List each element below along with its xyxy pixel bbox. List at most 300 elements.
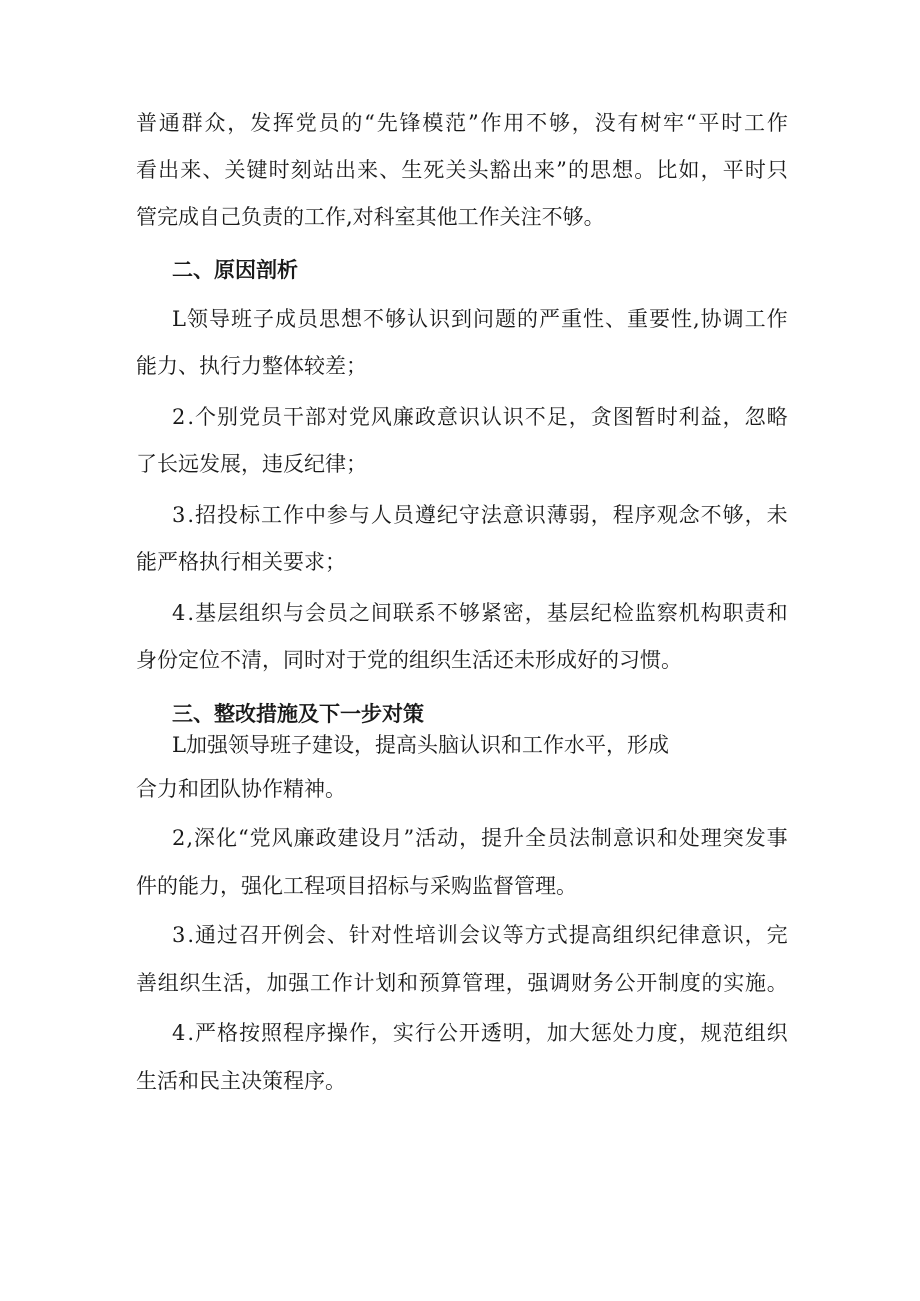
text-glyph: 纪: [436, 503, 458, 527]
text-glyph: “: [364, 111, 375, 135]
text-glyph: 格: [217, 1021, 238, 1045]
text-glyph: 3: [172, 503, 186, 527]
text-glyph: 。: [634, 158, 656, 182]
text-glyph: 廉: [293, 826, 315, 850]
text-glyph: 挥: [272, 111, 294, 135]
text-glyph: 、: [604, 307, 626, 331]
text-glyph: 察: [656, 601, 678, 625]
text-glyph: 先: [376, 111, 398, 135]
text-glyph: 月: [381, 826, 403, 850]
text-glyph: 方: [524, 923, 546, 947]
text-glyph: 没: [594, 111, 616, 135]
text-glyph: 键: [246, 158, 268, 182]
text-glyph: 程: [282, 1021, 304, 1045]
text-glyph: 针: [348, 923, 370, 947]
text-glyph: 要: [648, 307, 670, 331]
text-glyph: 投: [217, 503, 238, 527]
text-glyph: 想: [340, 307, 362, 331]
text-glyph: 议: [480, 923, 502, 947]
text-glyph: 干: [282, 405, 304, 429]
text-glyph: 到: [450, 307, 472, 331]
text-glyph: 成: [274, 307, 296, 331]
text-glyph: 制: [590, 826, 612, 850]
text-glyph: 度: [679, 971, 701, 995]
text-glyph: ，: [505, 971, 527, 995]
text-glyph: 风: [370, 405, 392, 429]
text-glyph: 念: [678, 503, 700, 527]
text-glyph: 关: [445, 158, 467, 182]
text-glyph: 认: [406, 307, 428, 331]
text-glyph: 够: [384, 307, 406, 331]
text-glyph: ，: [744, 923, 766, 947]
text-glyph: 序: [304, 1021, 326, 1045]
text-glyph: 法: [568, 826, 590, 850]
text-glyph: 处: [678, 826, 700, 850]
text-glyph: 理: [700, 826, 722, 850]
text-glyph: 通: [195, 923, 217, 947]
text-glyph: 加: [546, 1021, 568, 1045]
text-glyph: 之: [348, 601, 370, 625]
list-item-line: 了长远发展，违反纪律；: [136, 452, 367, 476]
text-glyph: 、: [326, 923, 348, 947]
text-glyph: 来: [357, 158, 379, 182]
text-glyph: .: [187, 923, 195, 947]
text-glyph: 织: [766, 1021, 788, 1045]
text-glyph: 法: [480, 503, 502, 527]
text-glyph: 财: [571, 971, 592, 995]
text-glyph: 不: [436, 601, 458, 625]
text-glyph: ,: [186, 826, 194, 850]
text-glyph: 2: [172, 826, 186, 850]
text-glyph: 图: [612, 405, 634, 429]
text-glyph: 发: [744, 826, 766, 850]
text-glyph: 暂: [634, 405, 656, 429]
text-glyph: 识: [722, 923, 744, 947]
text-glyph: 。: [766, 971, 788, 995]
text-glyph: 系: [414, 601, 436, 625]
text-glyph: 活: [223, 971, 244, 995]
text-glyph: 范: [445, 111, 467, 135]
text-glyph: 益: [700, 405, 722, 429]
text-glyph: 理: [484, 971, 505, 995]
text-glyph: 惩: [590, 1021, 612, 1045]
text-glyph: 的: [516, 307, 538, 331]
text-glyph: ，: [524, 1021, 546, 1045]
text-glyph: 联: [392, 601, 414, 625]
text-glyph: 实: [392, 1021, 414, 1045]
text-glyph: 员: [546, 826, 568, 850]
text-glyph: 党: [249, 826, 271, 850]
text-glyph: 来: [533, 158, 555, 182]
text-glyph: 严: [538, 307, 560, 331]
text-glyph: 人: [370, 503, 392, 527]
text-glyph: 间: [370, 601, 392, 625]
text-glyph: L: [172, 307, 186, 331]
text-glyph: 建: [337, 826, 359, 850]
text-glyph: 职: [722, 601, 744, 625]
text-glyph: 头: [467, 158, 489, 182]
text-glyph: 责: [744, 601, 766, 625]
text-glyph: 设: [359, 826, 381, 850]
text-glyph: 标: [238, 503, 260, 527]
text-glyph: ”: [556, 158, 567, 182]
text-glyph: 组: [744, 1021, 766, 1045]
text-glyph: 开: [260, 923, 282, 947]
text-glyph: 组: [157, 971, 179, 995]
text-glyph: 够: [458, 601, 480, 625]
text-glyph: “: [237, 826, 249, 850]
list-item-line: [172, 920, 788, 950]
text-glyph: 党: [295, 111, 317, 135]
text-glyph: 务: [592, 971, 614, 995]
text-glyph: 构: [700, 601, 722, 625]
text-glyph: ，: [678, 1021, 700, 1045]
text-glyph: 计: [353, 971, 375, 995]
text-glyph: 守: [458, 503, 480, 527]
text-glyph: 训: [436, 923, 458, 947]
text-glyph: 员: [326, 601, 348, 625]
text-glyph: 和: [397, 971, 418, 995]
text-glyph: 模: [422, 111, 444, 135]
text-glyph: 照: [260, 1021, 282, 1045]
list-item-line: [172, 598, 788, 628]
text-glyph: 识: [458, 405, 480, 429]
list-item-line: [136, 968, 788, 998]
text-glyph: 问: [472, 307, 494, 331]
text-glyph: 足: [546, 405, 568, 429]
text-glyph: 对: [370, 923, 392, 947]
text-glyph: 政: [414, 405, 436, 429]
text-glyph: 认: [480, 405, 502, 429]
text-glyph: 会: [304, 923, 326, 947]
text-glyph: 政: [315, 826, 337, 850]
paragraph-line: [136, 155, 788, 185]
text-glyph: 工: [310, 971, 331, 995]
text-glyph: 不: [526, 111, 548, 135]
text-glyph: 基: [195, 601, 217, 625]
text-glyph: 规: [700, 1021, 722, 1045]
text-glyph: ，: [370, 1021, 392, 1045]
text-glyph: 招: [195, 503, 217, 527]
text-glyph: 机: [678, 601, 700, 625]
text-glyph: 领: [186, 307, 208, 331]
text-glyph: 子: [252, 307, 274, 331]
text-glyph: 透: [480, 1021, 502, 1045]
text-glyph: 层: [217, 601, 238, 625]
text-glyph: 群: [181, 111, 203, 135]
text-glyph: ,: [692, 307, 700, 331]
text-glyph: 突: [722, 826, 744, 850]
text-glyph: 党: [348, 405, 370, 429]
list-item-line: 件的能力，强化工程项目招标与采购监督管理。: [136, 874, 577, 898]
text-glyph: 观: [656, 503, 678, 527]
text-glyph: 出: [158, 158, 180, 182]
text-glyph: 出: [334, 158, 356, 182]
text-glyph: 深: [194, 826, 215, 850]
text-glyph: 调: [549, 971, 571, 995]
text-glyph: 施: [745, 971, 766, 995]
text-glyph: 死: [423, 158, 445, 182]
text-glyph: ，: [571, 111, 593, 135]
text-glyph: 例: [282, 923, 304, 947]
text-glyph: 织: [260, 601, 282, 625]
text-glyph: 班: [230, 307, 252, 331]
text-glyph: 利: [678, 405, 700, 429]
text-glyph: 公: [614, 971, 636, 995]
text-glyph: 作: [331, 971, 353, 995]
text-glyph: 思: [590, 158, 612, 182]
text-glyph: “: [685, 111, 697, 135]
list-item-line: 能严格执行相关要求；: [136, 550, 346, 574]
text-glyph: 风: [271, 826, 293, 850]
text-glyph: 紧: [480, 601, 502, 625]
text-glyph: 工: [744, 307, 766, 331]
text-glyph: ，: [700, 158, 722, 182]
text-glyph: 识: [502, 405, 524, 429]
list-item-line: [172, 304, 788, 334]
text-glyph: 时: [268, 158, 290, 182]
text-glyph: 重: [626, 307, 648, 331]
text-glyph: 廉: [392, 405, 414, 429]
text-glyph: 召: [238, 923, 260, 947]
text-glyph: 算: [440, 971, 462, 995]
text-glyph: ，: [722, 405, 744, 429]
text-glyph: 用: [503, 111, 525, 135]
text-glyph: ，: [524, 601, 546, 625]
text-glyph: 划: [375, 971, 397, 995]
text-glyph: 时: [744, 158, 766, 182]
text-glyph: 弱: [568, 503, 590, 527]
text-glyph: 工: [744, 111, 765, 135]
paragraph-line: 管完成自己负责的工作,对科室其他工作关注不够。: [136, 205, 605, 229]
text-glyph: 的: [701, 971, 723, 995]
text-glyph: 通: [158, 111, 180, 135]
text-glyph: ，: [590, 503, 612, 527]
text-glyph: ”: [467, 111, 479, 135]
text-glyph: 提: [481, 826, 503, 850]
text-glyph: 、: [379, 158, 401, 182]
text-glyph: 锋: [399, 111, 421, 135]
text-glyph: 力: [634, 1021, 656, 1045]
text-glyph: 生: [201, 971, 223, 995]
list-item-line: 合力和团队协作精神。: [136, 777, 346, 801]
text-glyph: 管: [462, 971, 484, 995]
text-glyph: 不: [700, 503, 722, 527]
text-glyph: 按: [238, 1021, 260, 1045]
text-glyph: 4: [172, 1021, 186, 1045]
text-glyph: 个: [195, 405, 217, 429]
text-glyph: 3: [172, 923, 186, 947]
text-glyph: 善: [136, 971, 157, 995]
text-glyph: 会: [458, 923, 480, 947]
section-heading: 二、原因剖析: [172, 257, 298, 282]
text-glyph: 制: [658, 971, 679, 995]
text-glyph: 识: [634, 826, 656, 850]
text-glyph: 作: [480, 111, 502, 135]
list-item-line: [172, 500, 788, 530]
text-glyph: 导: [208, 307, 230, 331]
text-glyph: 公: [436, 1021, 458, 1045]
text-glyph: 组: [612, 923, 634, 947]
text-glyph: 性: [670, 307, 692, 331]
text-glyph: 高: [590, 923, 612, 947]
text-glyph: 够: [722, 503, 744, 527]
text-glyph: 时: [656, 405, 678, 429]
text-glyph: 员: [392, 503, 414, 527]
text-glyph: 只: [766, 158, 788, 182]
text-glyph: 员: [318, 111, 340, 135]
text-glyph: 党: [238, 405, 260, 429]
text-glyph: 协: [700, 307, 722, 331]
text-glyph: 众: [204, 111, 226, 135]
text-glyph: 明: [502, 1021, 524, 1045]
text-glyph: 参: [326, 503, 348, 527]
list-item-line: 身份定位不清，同时对于党的组织生活还未形成好的习惯。: [136, 648, 682, 672]
text-glyph: 作: [348, 1021, 370, 1045]
text-glyph: 够: [548, 111, 570, 135]
text-glyph: 树: [640, 111, 662, 135]
text-glyph: 与: [348, 503, 370, 527]
text-glyph: 检: [612, 601, 634, 625]
text-glyph: 过: [217, 923, 238, 947]
text-glyph: 监: [634, 601, 656, 625]
list-item-line: [172, 823, 788, 853]
text-glyph: 豁: [489, 158, 511, 182]
text-glyph: 普: [136, 111, 157, 135]
text-glyph: 严: [195, 1021, 217, 1045]
text-glyph: 2: [172, 405, 186, 429]
text-glyph: 和: [656, 826, 678, 850]
text-glyph: 忽: [744, 405, 766, 429]
text-glyph: ，: [744, 503, 766, 527]
text-glyph: 牢: [663, 111, 684, 135]
text-glyph: 处: [612, 1021, 634, 1045]
text-glyph: 工: [260, 503, 282, 527]
text-glyph: 、: [202, 158, 224, 182]
text-glyph: 范: [722, 1021, 744, 1045]
text-glyph: 织: [179, 971, 201, 995]
text-glyph: 度: [656, 1021, 678, 1045]
text-glyph: 层: [568, 601, 590, 625]
text-glyph: 薄: [546, 503, 568, 527]
text-glyph: 的: [567, 158, 589, 182]
text-glyph: 行: [414, 1021, 436, 1045]
text-glyph: ”: [403, 826, 415, 850]
text-glyph: 开: [636, 971, 658, 995]
text-glyph: 纪: [656, 923, 678, 947]
text-glyph: 化: [215, 826, 237, 850]
text-glyph: 大: [568, 1021, 590, 1045]
text-glyph: 员: [260, 405, 282, 429]
text-glyph: 和: [766, 601, 788, 625]
list-item-line: L加强领导班子建设，提高头脑认识和工作水平，形成: [172, 733, 669, 757]
text-glyph: 部: [304, 405, 326, 429]
text-glyph: 员: [296, 307, 318, 331]
text-glyph: 中: [304, 503, 326, 527]
text-glyph: 发: [250, 111, 272, 135]
list-item-line: 能力、执行力整体较差；: [136, 354, 367, 378]
text-glyph: 操: [326, 1021, 348, 1045]
text-glyph: 与: [282, 601, 304, 625]
text-glyph: 加: [266, 971, 288, 995]
text-glyph: 识: [524, 503, 546, 527]
text-glyph: 密: [502, 601, 524, 625]
text-glyph: ，: [568, 405, 590, 429]
text-glyph: 看: [136, 158, 157, 182]
text-glyph: 强: [288, 971, 310, 995]
text-glyph: 培: [414, 923, 436, 947]
text-glyph: 识: [428, 307, 450, 331]
text-glyph: 作: [766, 307, 788, 331]
text-glyph: 生: [401, 158, 423, 182]
text-glyph: 意: [612, 826, 634, 850]
text-glyph: 性: [392, 923, 414, 947]
text-glyph: 有: [617, 111, 639, 135]
text-glyph: 刻: [290, 158, 312, 182]
text-glyph: 强: [527, 971, 549, 995]
text-glyph: 预: [418, 971, 440, 995]
text-glyph: 序: [634, 503, 656, 527]
text-glyph: ，: [227, 111, 249, 135]
text-glyph: 完: [766, 923, 788, 947]
text-glyph: 略: [766, 405, 788, 429]
text-glyph: ，: [459, 826, 481, 850]
text-glyph: 性: [582, 307, 604, 331]
text-glyph: 出: [511, 158, 533, 182]
text-glyph: 未: [766, 503, 788, 527]
text-glyph: 不: [362, 307, 384, 331]
text-glyph: 组: [238, 601, 260, 625]
text-glyph: 对: [326, 405, 348, 429]
text-glyph: 律: [678, 923, 700, 947]
text-glyph: .: [187, 601, 195, 625]
text-glyph: 关: [224, 158, 246, 182]
text-glyph: 织: [634, 923, 656, 947]
text-glyph: 时: [721, 111, 743, 135]
text-glyph: 实: [723, 971, 745, 995]
text-glyph: 别: [217, 405, 238, 429]
text-glyph: 事: [766, 826, 788, 850]
list-item-line: [172, 1018, 788, 1048]
text-glyph: 重: [560, 307, 582, 331]
text-glyph: 不: [524, 405, 546, 429]
text-glyph: 题: [494, 307, 516, 331]
text-glyph: 活: [415, 826, 437, 850]
text-glyph: .: [187, 503, 195, 527]
text-glyph: 调: [722, 307, 744, 331]
text-glyph: 会: [304, 601, 326, 625]
text-glyph: 作: [766, 111, 788, 135]
section-heading: 三、整改措施及下一步对策: [172, 701, 424, 726]
text-glyph: 升: [503, 826, 525, 850]
text-glyph: 如: [678, 158, 700, 182]
text-glyph: 的: [341, 111, 363, 135]
text-glyph: .: [187, 405, 195, 429]
text-glyph: 开: [458, 1021, 480, 1045]
text-glyph: 意: [502, 503, 524, 527]
text-glyph: 遵: [414, 503, 436, 527]
text-glyph: 全: [525, 826, 546, 850]
text-glyph: 站: [312, 158, 334, 182]
text-glyph: 式: [546, 923, 568, 947]
text-glyph: 想: [612, 158, 634, 182]
list-item-line: 生活和民主决策程序。: [136, 1069, 346, 1093]
text-glyph: 作: [282, 503, 304, 527]
text-glyph: 动: [437, 826, 459, 850]
text-glyph: 提: [568, 923, 590, 947]
text-glyph: 意: [436, 405, 458, 429]
list-item-line: [172, 402, 788, 432]
